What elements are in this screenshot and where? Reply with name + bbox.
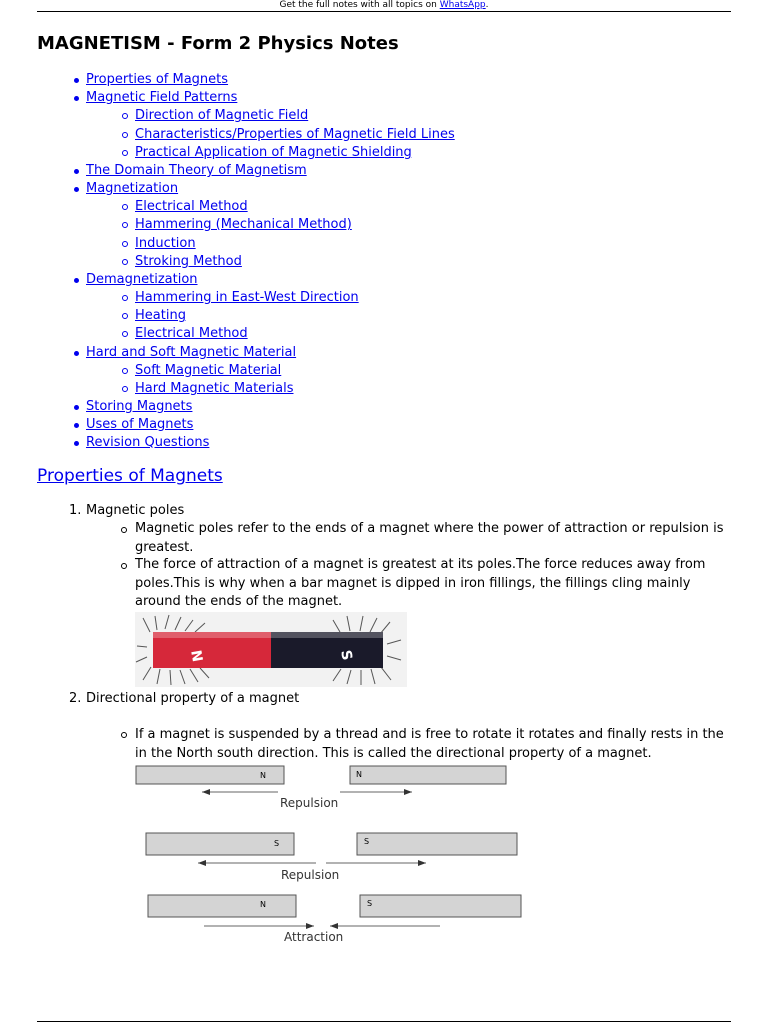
text-line: around the ends of the magnet. (135, 594, 343, 609)
bullet-circle-icon (122, 132, 128, 138)
item-number-2: 2. (69, 691, 82, 706)
pole-label: N (260, 771, 266, 780)
toc-link[interactable]: Stroking Method (135, 254, 242, 269)
pole-label: N (260, 900, 266, 909)
bullet-poles-definition (135, 520, 735, 557)
toc-subitem (135, 307, 186, 325)
bullet-circle-icon (122, 204, 128, 210)
item-heading-magnetic-poles: Magnetic poles (86, 503, 185, 518)
bullet-circle-icon (122, 113, 128, 119)
toc-item (86, 434, 209, 452)
toc-item (86, 71, 228, 89)
bullet-disc-icon (74, 96, 79, 101)
toc-link[interactable]: Magnetization (86, 181, 179, 196)
magnet-south-label: S (337, 648, 355, 662)
diagram-row-3 (148, 895, 521, 944)
toc-item (86, 416, 193, 434)
top-banner-suffix: . (485, 0, 489, 10)
top-banner-text: Get the full notes with all topics on (279, 0, 440, 10)
bullet-circle-icon (121, 527, 127, 533)
toc-link[interactable]: Electrical Method (135, 199, 248, 214)
diagram-row-1 (136, 766, 506, 810)
toc-item (86, 271, 198, 289)
bullet-circle-icon (121, 563, 127, 569)
bullet-disc-icon (74, 405, 79, 410)
toc-subitem (135, 380, 294, 398)
toc-link[interactable]: The Domain Theory of Magnetism (86, 163, 307, 178)
bullet-circle-icon (122, 386, 128, 392)
toc-link[interactable]: Hard Magnetic Materials (135, 381, 294, 396)
bullet-circle-icon (122, 241, 128, 247)
pole-label: S (364, 837, 370, 846)
bullet-disc-icon (74, 351, 79, 356)
toc-subitem (135, 198, 248, 216)
toc-subitem (135, 235, 196, 253)
pole-label: S (274, 839, 280, 848)
item-number-1: 1. (69, 503, 82, 518)
toc-subitem (135, 144, 412, 162)
toc-link[interactable]: Hammering (Mechanical Method) (135, 217, 352, 232)
text-line: The force of attraction of a magnet is greatest at its poles.The force reduces away from (135, 557, 706, 572)
page-title: MAGNETISM - Form 2 Physics Notes (37, 33, 399, 54)
pole-label: N (356, 770, 362, 779)
diagram-row-2 (146, 833, 517, 882)
bullet-circle-icon (122, 331, 128, 337)
toc-item (86, 89, 237, 107)
toc-link[interactable]: Direction of Magnetic Field (135, 108, 309, 123)
toc-item (86, 398, 192, 416)
bullet-directional-definition (135, 726, 735, 763)
toc-item (86, 162, 307, 180)
bar-magnet-left (148, 895, 296, 917)
text-line: poles.This is why when a bar magnet is dipped in iron fillings, the fillings cling mainly (135, 575, 691, 591)
toc-link[interactable]: Hammering in East-West Direction (135, 290, 359, 305)
bullet-disc-icon (74, 169, 79, 174)
bar-magnet-right (350, 766, 506, 784)
bullet-circle-icon (122, 150, 128, 156)
bullet-circle-icon (122, 259, 128, 265)
toc-link[interactable]: Hard and Soft Magnetic Material (86, 345, 297, 360)
toc-item (86, 180, 178, 198)
bullet-circle-icon (122, 368, 128, 374)
diagram-caption: Repulsion (280, 796, 339, 810)
text-line: greatest. (135, 539, 194, 555)
pole-label: S (367, 899, 373, 908)
bullet-circle-icon (122, 313, 128, 319)
bar-magnet-iron-filings-image (135, 612, 407, 687)
toc-link[interactable]: Heating (135, 308, 186, 323)
toc-link[interactable]: Electrical Method (135, 326, 248, 341)
toc-subitem (135, 253, 242, 271)
toc-subitem (135, 126, 455, 144)
text-line: in the North south direction. This is called the directional property of a magnet. (135, 745, 652, 761)
toc-subitem (135, 325, 248, 343)
toc-link[interactable]: Revision Questions (86, 435, 210, 450)
bullet-disc-icon (74, 278, 79, 283)
magnet-north-label: N (187, 648, 205, 664)
toc-link[interactable]: Induction (135, 236, 196, 251)
bullet-disc-icon (74, 423, 79, 428)
toc-subitem (135, 362, 281, 380)
text-line: If a magnet is suspended by a thread and is free to rotate it rotates and finally rests in the (135, 727, 724, 742)
bar-magnet-left (146, 833, 294, 855)
bullet-force-at-poles (135, 556, 735, 612)
footer-divider (37, 1021, 731, 1022)
toc-link[interactable]: Soft Magnetic Material (135, 363, 282, 378)
top-banner (37, 0, 731, 12)
toc-subitem (135, 216, 352, 234)
toc-subitem (135, 107, 308, 125)
section-title-properties[interactable]: Properties of Magnets (37, 466, 223, 486)
diagram-caption: Attraction (284, 930, 344, 944)
bar-magnet-right (360, 895, 521, 917)
bullet-disc-icon (74, 187, 79, 192)
toc-link[interactable]: Uses of Magnets (86, 417, 194, 432)
magnetic-poles-interaction-diagram (130, 762, 530, 947)
toc-link[interactable]: Magnetic Field Patterns (86, 90, 238, 105)
toc-link[interactable]: Properties of Magnets (86, 72, 229, 87)
diagram-caption: Repulsion (281, 868, 340, 882)
text-line: Magnetic poles refer to the ends of a magnet where the power of attraction or repulsion is (135, 521, 724, 536)
bullet-circle-icon (121, 732, 127, 738)
bar-magnet-right (357, 833, 517, 855)
whatsapp-link[interactable]: WhatsApp (439, 0, 486, 10)
item-heading-directional-property: Directional property of a magnet (86, 691, 300, 706)
toc-item (86, 344, 296, 362)
bullet-circle-icon (122, 222, 128, 228)
toc-link[interactable]: Characteristics/Properties of Magnetic Field Lines (135, 127, 455, 142)
bullet-disc-icon (74, 78, 79, 83)
toc-link[interactable]: Practical Application of Magnetic Shielding (135, 145, 412, 160)
bullet-circle-icon (122, 295, 128, 301)
toc-link[interactable]: Storing Magnets (86, 399, 193, 414)
toc-subitem (135, 289, 359, 307)
bullet-disc-icon (74, 441, 79, 446)
toc-link[interactable]: Demagnetization (86, 272, 198, 287)
